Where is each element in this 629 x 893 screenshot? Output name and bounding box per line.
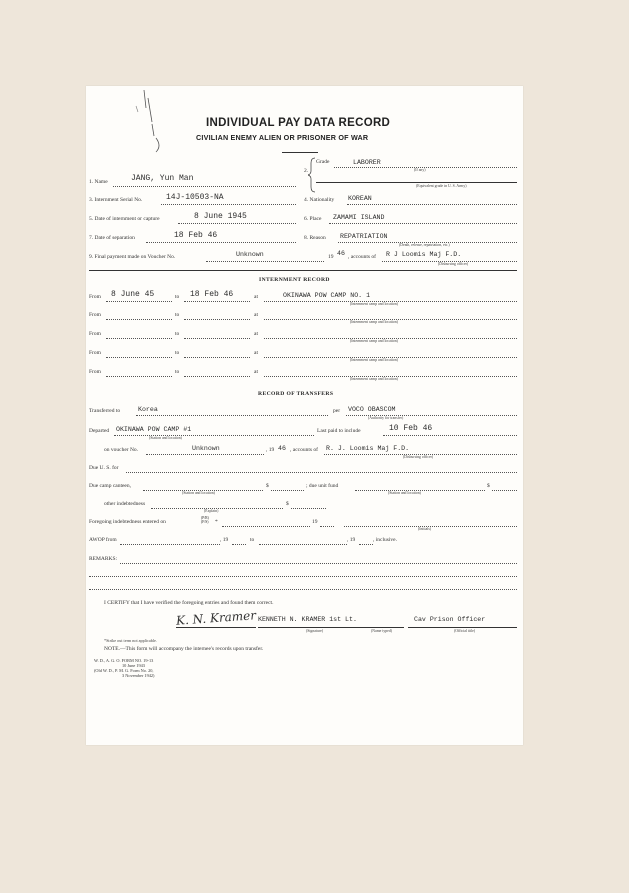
other-amount-line	[291, 508, 326, 509]
remarks-label: REMARKS:	[89, 556, 118, 562]
other-sub: (Explain)	[204, 509, 219, 513]
last-paid-line	[383, 435, 517, 436]
grade-value: LABORER	[353, 159, 381, 166]
separation-line	[146, 242, 296, 243]
grade-label: Grade	[316, 159, 330, 165]
nationality-label: 4. Nationality	[304, 197, 335, 203]
awop-from-line	[120, 544, 220, 545]
form-number: W. D., A. G. O. FORM NO. 19-13	[94, 658, 154, 663]
internment-to-line	[184, 301, 250, 302]
separation-value: 18 Feb 46	[174, 231, 218, 240]
fs-label: (F/S)	[201, 520, 209, 525]
due-us-label: Due U. S. for	[89, 465, 119, 471]
capture-line	[178, 223, 296, 224]
nationality-value: KOREAN	[348, 195, 372, 202]
reason-value: REPATRIATION	[340, 233, 388, 240]
form-title: INDIVIDUAL PAY DATA RECORD	[206, 117, 391, 129]
internment-from-line	[106, 357, 172, 358]
per-value: VOCO OBASCOM	[348, 406, 396, 413]
staple-marks-icon	[126, 88, 166, 158]
name-sub: (Name typed)	[371, 629, 392, 633]
final-voucher-line	[206, 261, 324, 262]
canteen-amount-line	[271, 490, 304, 491]
grade-equiv-line	[316, 182, 517, 183]
place-value: ZAMAMI ISLAND	[333, 214, 385, 221]
internment-from-label: From	[89, 331, 101, 337]
official-title-line	[408, 627, 517, 628]
internment-from-line	[106, 376, 172, 377]
canteen-label: Due camp canteen,	[89, 483, 131, 489]
remarks-line-3	[89, 589, 517, 590]
internment-to-line	[184, 338, 250, 339]
capture-value: 8 June 1945	[194, 212, 247, 221]
grade-equiv-sub: (Equivalent grade in U. S. Army)	[416, 184, 467, 188]
document-page	[86, 86, 523, 745]
certify-text: I CERTIFY that I have verified the foregoing entries and found them correct.	[104, 600, 274, 606]
final-accounts-label: , accounts of	[348, 254, 376, 260]
other-dollar: $	[286, 501, 289, 507]
foregoing-line	[222, 526, 310, 527]
transfer-note: NOTE.—This form will accompany the internee's records upon transfer.	[104, 646, 264, 652]
voucher-accounts-label: , accounts of	[290, 447, 318, 453]
remarks-line-2	[89, 576, 517, 577]
internment-to-line	[184, 376, 250, 377]
typed-name-line	[258, 627, 404, 628]
nationality-line	[347, 204, 517, 205]
voucher-year-prefix: , 19	[266, 447, 275, 453]
internment-from-label: From	[89, 294, 101, 300]
awop-to-line	[259, 544, 347, 545]
internment-heading: INTERNMENT RECORD	[259, 277, 330, 283]
due-us-line	[126, 472, 517, 473]
internment-from-label: From	[89, 312, 101, 318]
pr-fs-fraction	[201, 516, 209, 524]
internment-at-label: at	[254, 350, 258, 356]
reason-label: 8. Reason	[304, 235, 326, 241]
voucher-officer-value: R. J. Loomis Maj F.D.	[326, 445, 410, 452]
awop-year-b-line	[359, 544, 373, 545]
internment-to-line	[184, 319, 250, 320]
signature-sub: (Signature)	[306, 629, 324, 633]
form-subtitle: CIVILIAN ENEMY ALIEN OR PRISONER OF WAR	[196, 133, 369, 142]
name-value: JANG, Yun Man	[131, 174, 194, 183]
section-rule-1	[89, 270, 517, 271]
form-info	[94, 658, 154, 678]
departed-line	[114, 435, 314, 436]
departed-value: OKINAWA POW CAMP #1	[116, 426, 192, 433]
internment-to-label: to	[175, 331, 180, 337]
departed-sub: (Station and location)	[149, 436, 182, 440]
internment-sub: (Internment camp and location)	[350, 339, 398, 343]
title-sub: (Official title)	[454, 629, 476, 633]
awop-label: AWOP from	[89, 537, 117, 543]
grade-if-any: (If any)	[414, 168, 426, 172]
pr-label: (P/R)	[201, 516, 209, 520]
signature-line	[176, 627, 256, 628]
internment-from-label: From	[89, 350, 101, 356]
unit-fund-sub: (Station and location)	[388, 491, 421, 495]
voucher-year-value: 46	[278, 445, 286, 452]
reason-sub: (Death, release, repatriation, etc.)	[399, 243, 450, 247]
unit-fund-amount-line	[492, 490, 517, 491]
departed-label: Departed	[89, 428, 110, 434]
internment-to-line	[184, 357, 250, 358]
serial-line	[161, 204, 296, 205]
final-officer-value: R J Loomis Maj F.D.	[386, 251, 462, 258]
form-date: 10 June 1943	[122, 663, 145, 668]
foregoing-star: *	[215, 519, 218, 525]
awop-19b: , 19	[347, 537, 356, 543]
last-paid-label: Last paid to include	[317, 428, 361, 434]
footnote: *Strike out term not applicable.	[104, 638, 157, 643]
internment-from-label: From	[89, 369, 101, 375]
canteen-dollar: $	[266, 483, 269, 489]
serial-label: 3. Internment Serial No.	[89, 197, 143, 203]
place-line	[329, 223, 517, 224]
grade-number: 2.	[304, 168, 309, 174]
typed-name: KENNETH N. KRAMER 1st Lt.	[258, 616, 357, 623]
internment-from-line	[106, 301, 172, 302]
canteen-sub: (Station and location)	[182, 491, 215, 495]
last-paid-value: 10 Feb 46	[389, 424, 433, 433]
separation-label: 7. Date of separation	[89, 235, 135, 241]
foregoing-year-line	[320, 526, 334, 527]
unit-fund-dollar: $	[487, 483, 490, 489]
transfers-heading: RECORD OF TRANSFERS	[258, 391, 334, 397]
awop-year-a-line	[232, 544, 246, 545]
unit-fund-label: ; due unit fund	[306, 483, 339, 489]
final-payment-label: 9. Final payment made on Voucher No.	[89, 254, 176, 260]
per-sub: (Authority for transfer)	[368, 416, 404, 420]
transferred-value: Korea	[138, 406, 158, 413]
internment-sub: (Internment camp and location)	[350, 358, 398, 362]
final-year-value: 46	[337, 250, 345, 257]
initials-sub: (Initials)	[418, 527, 432, 531]
awop-19a: , 19	[220, 537, 229, 543]
internment-at-label: at	[254, 312, 258, 318]
internment-to-label: to	[175, 350, 180, 356]
signature: K. N. Kramer	[175, 608, 257, 628]
awop-inclusive: , inclusive.	[373, 537, 397, 543]
internment-at-label: at	[254, 331, 258, 337]
final-year-prefix: 19	[328, 254, 334, 260]
final-officer-sub: (Disbursing officer)	[438, 262, 469, 266]
voucher-officer-sub: (Disbursing officer)	[403, 455, 434, 459]
voucher-value: Unknown	[192, 445, 220, 452]
internment-sub: (Internment camp and location)	[350, 377, 398, 381]
title-rule	[282, 152, 318, 153]
internment-from-line	[106, 319, 172, 320]
grade-brace-icon	[308, 157, 316, 193]
internment-at-value: OKINAWA POW CAMP NO. 1	[283, 292, 371, 299]
internment-from-line	[106, 338, 172, 339]
internment-at-label: at	[254, 369, 258, 375]
internment-to-label: to	[175, 312, 180, 318]
other-label: other indebtedness	[104, 501, 146, 507]
transferred-label: Transferred to	[89, 408, 121, 414]
remarks-line-1	[120, 563, 517, 564]
voucher-line	[146, 454, 264, 455]
internment-to-label: to	[175, 294, 180, 300]
internment-at-label: at	[254, 294, 258, 300]
old-form: (Old W. D., P. M. G. Form No. 20,	[94, 668, 154, 673]
name-label: 1. Name	[89, 179, 108, 185]
place-label: 6. Place	[304, 216, 322, 222]
internment-to-label: to	[175, 369, 180, 375]
internment-sub: (Internment camp and location)	[350, 320, 398, 324]
awop-to-label: to	[250, 537, 255, 543]
internment-from-value: 8 June 45	[111, 290, 155, 299]
name-line	[113, 186, 296, 187]
per-label: per	[333, 408, 341, 414]
final-voucher-value: Unknown	[236, 251, 264, 258]
official-title: Cav Prison Officer	[414, 616, 486, 623]
voucher-label: on voucher No.	[104, 447, 139, 453]
foregoing-label: Foregoing indebtedness entered on	[89, 519, 166, 525]
capture-label: 5. Date of internment or capture	[89, 216, 160, 222]
serial-value: 14J-10503-NA	[166, 193, 224, 202]
internment-sub: (Internment camp and location)	[350, 302, 398, 306]
old-form-date: 3 November 1942)	[122, 673, 155, 678]
foregoing-year: 19	[312, 519, 318, 525]
transferred-line	[136, 415, 328, 416]
internment-to-value: 18 Feb 46	[190, 290, 234, 299]
